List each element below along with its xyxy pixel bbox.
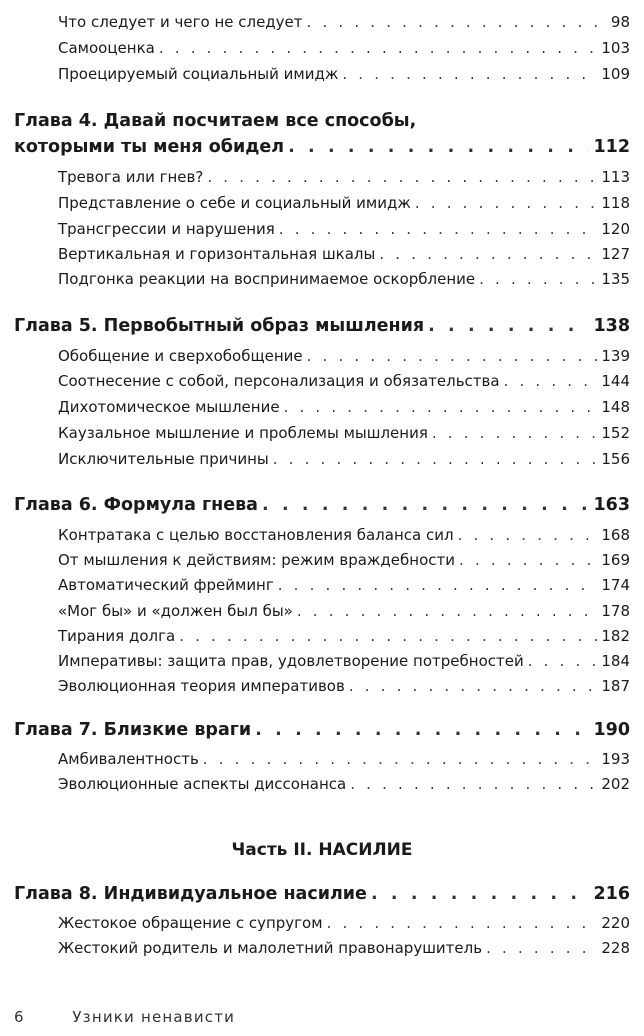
toc-entry-page: 193 <box>601 750 630 768</box>
toc-entry-page: 98 <box>610 13 630 31</box>
dot-leader <box>307 9 607 35</box>
chapter-title: Глава 7. Близкие враги <box>14 720 252 740</box>
dot-leader <box>349 673 598 699</box>
toc-entry-title: Тревога или гнев? <box>58 168 204 186</box>
toc-entry-page: 109 <box>601 65 630 83</box>
dot-leader <box>486 935 597 961</box>
toc-entry <box>58 164 630 190</box>
toc-entry-title: Жестокий родитель и малолетний правонарушитель <box>58 939 483 957</box>
dot-leader <box>371 880 590 908</box>
dot-leader <box>279 216 598 242</box>
dot-leader <box>479 266 597 292</box>
chapter-page: 190 <box>593 720 630 740</box>
toc-entry-title: Что следует и чего не следует <box>58 13 303 31</box>
toc-entry <box>58 61 630 87</box>
toc-entry-page: 139 <box>601 347 630 365</box>
toc-entry-title: Трансгрессии и нарушения <box>58 220 275 238</box>
toc-entry <box>58 522 630 548</box>
dot-leader <box>307 343 598 369</box>
toc-entry-page: 148 <box>601 398 630 416</box>
chapter-heading <box>14 312 630 340</box>
toc-entry-page: 152 <box>601 424 630 442</box>
chapter-heading <box>14 880 630 908</box>
toc-entry-page: 178 <box>601 602 630 620</box>
toc-entry <box>58 420 630 446</box>
dot-leader <box>415 190 598 216</box>
toc-entry-title: Обобщение и сверхобобщение <box>58 347 303 365</box>
chapter-page: 163 <box>593 495 630 515</box>
dot-leader <box>207 164 597 190</box>
toc-entry-title: Вертикальная и горизонтальная шкалы <box>58 245 376 263</box>
toc-entry <box>58 9 630 35</box>
dot-leader <box>459 547 597 573</box>
toc-entry-page: 168 <box>601 526 630 544</box>
toc-entry-title: Исключительные причины <box>58 450 269 468</box>
toc-entry <box>58 368 630 394</box>
chapter-heading <box>14 491 630 519</box>
toc-entry-page: 118 <box>601 194 630 212</box>
toc-entry-page: 187 <box>601 677 630 695</box>
toc-entry <box>58 910 630 936</box>
toc-entry <box>58 190 630 216</box>
dot-leader <box>284 394 598 420</box>
toc-entry-title: Самооценка <box>58 39 155 57</box>
toc-entry-page: 156 <box>601 450 630 468</box>
toc-entry-title: Дихотомическое мышление <box>58 398 280 416</box>
toc-entry-page: 174 <box>601 576 630 594</box>
toc-entry-title: Подгонка реакции на воспринимаемое оскорбление <box>58 270 476 288</box>
toc-entry-page: 127 <box>601 245 630 263</box>
toc-entry <box>58 266 630 292</box>
toc-entry-page: 220 <box>601 914 630 932</box>
toc-entry-title: Тирания долга <box>58 627 176 645</box>
dot-leader <box>179 623 597 649</box>
toc-entry-title: Каузальное мышление и проблемы мышления <box>58 424 428 442</box>
toc-entry-title: «Мог бы» и «должен был бы» <box>58 602 293 620</box>
footer-book-title: Узники ненависти <box>72 1008 236 1026</box>
footer-page-number: 6 <box>14 1008 24 1026</box>
toc-entry-title: Представление о себе и социальный имидж <box>58 194 411 212</box>
chapter-page: 216 <box>593 884 630 904</box>
chapter-title: Глава 6. Формула гнева <box>14 495 258 515</box>
dot-leader <box>428 312 589 340</box>
toc-entry <box>58 216 630 242</box>
toc-entry-page: 169 <box>601 551 630 569</box>
dot-leader <box>255 716 589 744</box>
toc-entry-page: 113 <box>601 168 630 186</box>
chapter-page: 138 <box>593 316 630 336</box>
toc-entry <box>58 673 630 699</box>
toc-entry-title: Контратака с целью восстановления баланса сил <box>58 526 454 544</box>
toc-entry <box>58 771 630 797</box>
toc-entry-title: Проецируемый социальный имидж <box>58 65 339 83</box>
page-footer <box>14 1005 235 1029</box>
toc-entry <box>58 343 630 369</box>
toc-entry-page: 103 <box>601 39 630 57</box>
chapter-title: Глава 5. Первобытный образ мышления <box>14 316 425 336</box>
toc-entry <box>58 241 630 267</box>
dot-leader <box>432 420 598 446</box>
dot-leader <box>278 572 598 598</box>
dot-leader <box>327 910 598 936</box>
toc-entry-title: Эволюционная теория императивов <box>58 677 345 695</box>
dot-leader <box>273 446 598 472</box>
toc-entry-page: 182 <box>601 627 630 645</box>
toc-entry-title: Эволюционные аспекты диссонанса <box>58 775 347 793</box>
dot-leader <box>262 491 589 519</box>
toc-entry <box>58 446 630 472</box>
dot-leader <box>528 648 598 674</box>
dot-leader <box>297 598 598 624</box>
toc-entry <box>58 394 630 420</box>
toc-entry-page: 120 <box>601 220 630 238</box>
toc-entry <box>58 623 630 649</box>
chapter-heading <box>14 133 630 161</box>
toc-entry-page: 228 <box>601 939 630 957</box>
dot-leader <box>342 61 597 87</box>
toc-entry <box>58 572 630 598</box>
toc-entry-page: 184 <box>601 652 630 670</box>
toc-entry-page: 202 <box>601 775 630 793</box>
toc-entry-title: Императивы: защита прав, удовлетворение потребностей <box>58 652 524 670</box>
toc-entry-title: Соотнесение с собой, персонализация и обязательства <box>58 372 500 390</box>
toc-entry <box>58 746 630 772</box>
chapter-title: Глава 8. Индивидуальное насилие <box>14 884 367 904</box>
toc-entry-page: 144 <box>601 372 630 390</box>
toc-entry <box>58 648 630 674</box>
chapter-page: 112 <box>593 137 630 157</box>
dot-leader <box>159 35 598 61</box>
toc-entry <box>58 547 630 573</box>
toc-entry <box>58 35 630 61</box>
toc-entry-title: Амбивалентность <box>58 750 199 768</box>
part-heading: Часть II. НАСИЛИЕ <box>231 840 413 860</box>
chapter-heading <box>14 107 614 135</box>
toc-entry-title: Автоматический фрейминг <box>58 576 274 594</box>
toc-entry-title: От мышления к действиям: режим враждебности <box>58 551 456 569</box>
toc-entry <box>58 935 630 961</box>
toc-entry-page: 135 <box>601 270 630 288</box>
dot-leader <box>203 746 598 772</box>
chapter-heading <box>14 716 630 744</box>
dot-leader <box>350 771 597 797</box>
toc-entry-title: Жестокое обращение с супругом <box>58 914 323 932</box>
toc-entry <box>58 598 630 624</box>
chapter-title: которыми ты меня обидел <box>14 137 285 157</box>
dot-leader <box>288 133 589 161</box>
dot-leader <box>379 241 597 267</box>
dot-leader <box>458 522 598 548</box>
chapter-title: Глава 4. Давай посчитаем все способы, <box>14 111 417 131</box>
dot-leader <box>504 368 598 394</box>
